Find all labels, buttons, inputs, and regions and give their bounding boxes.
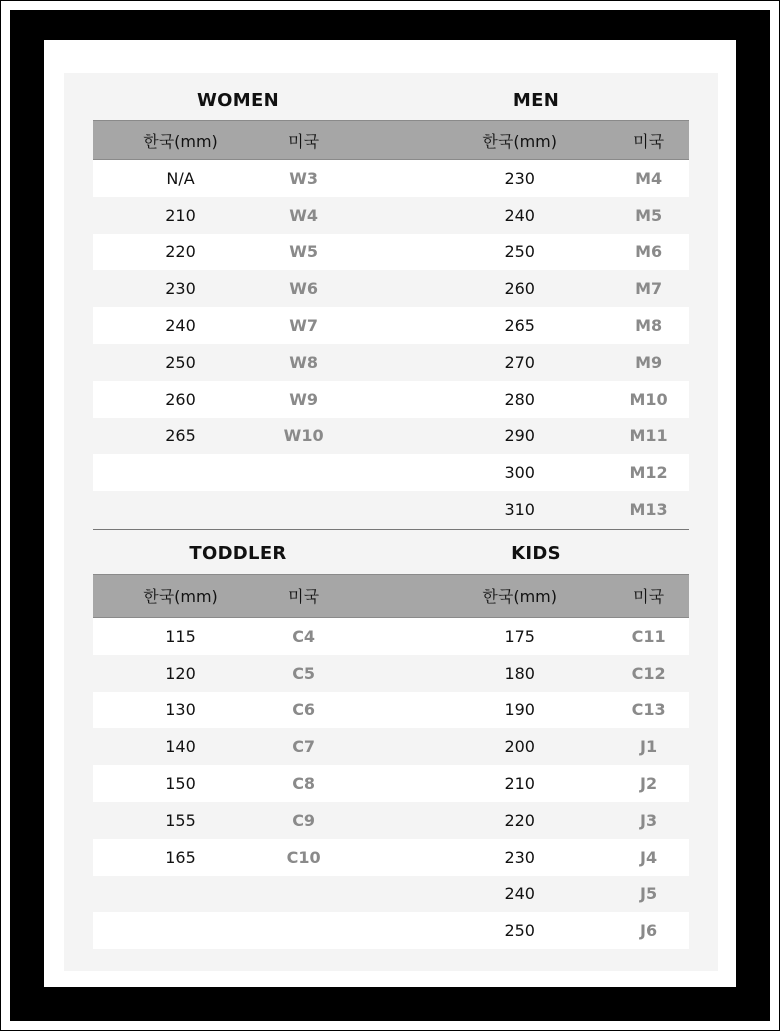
top-table-header [93,120,689,160]
us-size-cell: C5 [292,663,316,683]
bottom-section-titles [93,534,689,574]
us-size-cell: C6 [292,700,316,720]
kids-title: KIDS [511,543,561,565]
us-size-cell: C11 [631,626,666,646]
table-row [93,912,689,949]
korea-size-cell: 120 [165,663,196,683]
table-row [93,307,689,344]
korea-size-cell: 240 [504,205,535,225]
table-row [93,344,689,381]
us-size-cell: M10 [629,389,668,409]
korea-size-cell: 130 [165,700,196,720]
table-row [93,491,689,528]
us-size-cell: M9 [635,352,663,372]
top-table-body [93,160,689,528]
korea-size-cell: 230 [504,847,535,867]
us-size-cell: W3 [289,168,319,188]
header-us: 미국 [633,587,665,607]
korea-size-cell: 175 [504,626,535,646]
korea-size-cell: N/A [166,168,195,188]
korea-size-cell: 265 [165,426,196,446]
us-size-cell: C4 [292,626,316,646]
us-size-cell: W8 [289,352,319,372]
korea-size-cell: 250 [504,921,535,941]
us-size-cell: M8 [635,316,663,336]
header-us: 미국 [288,131,320,151]
us-size-cell: J2 [640,774,658,794]
table-row [93,234,689,271]
korea-size-cell: 200 [504,737,535,757]
table-row [93,655,689,692]
korea-size-cell: 240 [504,884,535,904]
us-size-cell: C13 [631,700,666,720]
table-row [93,802,689,839]
women-title: WOMEN [197,89,279,111]
header-korea-mm: 한국(mm) [482,587,557,607]
us-size-cell: C12 [631,663,666,683]
korea-size-cell: 260 [504,279,535,299]
korea-size-cell: 220 [504,810,535,830]
us-size-cell: M4 [635,168,663,188]
section-divider [93,529,689,530]
korea-size-cell: 155 [165,810,196,830]
us-size-cell: J5 [640,884,658,904]
table-row [93,454,689,491]
korea-size-cell: 260 [165,389,196,409]
table-row [93,418,689,455]
korea-size-cell: 140 [165,737,196,757]
table-row [93,692,689,729]
korea-size-cell: 210 [504,774,535,794]
bottom-table-body [93,618,689,949]
toddler-title: TODDLER [189,543,287,565]
us-size-cell: W7 [289,316,319,336]
us-size-cell: J1 [640,737,658,757]
men-title: MEN [512,89,560,111]
table-row [93,839,689,876]
us-size-cell: M13 [629,500,668,520]
table-row [93,618,689,655]
korea-size-cell: 150 [165,774,196,794]
table-row [93,765,689,802]
us-size-cell: W5 [289,242,319,262]
us-size-cell: M6 [635,242,663,262]
us-size-cell: C7 [292,737,316,757]
table-row [93,160,689,197]
us-size-cell: W10 [283,426,324,446]
table-row [93,381,689,418]
bottom-table-header [93,574,689,618]
korea-size-cell: 250 [504,242,535,262]
table-row [93,270,689,307]
us-size-cell: M12 [629,463,668,483]
us-size-cell: J3 [640,810,658,830]
korea-size-cell: 300 [504,463,535,483]
table-row [93,728,689,765]
korea-size-cell: 230 [165,279,196,299]
size-chart [93,80,689,949]
us-size-cell: W4 [289,205,319,225]
korea-size-cell: 190 [504,700,535,720]
us-size-cell: M11 [629,426,668,446]
header-korea-mm: 한국(mm) [482,131,557,151]
us-size-cell: W6 [289,279,319,299]
us-size-cell: J6 [640,921,658,941]
table-row [93,197,689,234]
korea-size-cell: 210 [165,205,196,225]
korea-size-cell: 290 [504,426,535,446]
table-row [93,876,689,913]
korea-size-cell: 230 [504,168,535,188]
korea-size-cell: 270 [504,352,535,372]
korea-size-cell: 265 [504,316,535,336]
korea-size-cell: 115 [165,626,196,646]
us-size-cell: C9 [292,810,316,830]
us-size-cell: C10 [286,847,321,867]
header-us: 미국 [633,131,665,151]
us-size-cell: M5 [635,205,663,225]
korea-size-cell: 220 [165,242,196,262]
us-size-cell: M7 [635,279,663,299]
header-korea-mm: 한국(mm) [143,587,218,607]
korea-size-cell: 310 [504,500,535,520]
korea-size-cell: 240 [165,316,196,336]
header-us: 미국 [288,587,320,607]
header-korea-mm: 한국(mm) [143,131,218,151]
korea-size-cell: 250 [165,352,196,372]
korea-size-cell: 180 [504,663,535,683]
us-size-cell: J4 [640,847,658,867]
korea-size-cell: 165 [165,847,196,867]
top-section-titles [93,80,689,120]
us-size-cell: C8 [292,774,316,794]
korea-size-cell: 280 [504,389,535,409]
us-size-cell: W9 [289,389,319,409]
